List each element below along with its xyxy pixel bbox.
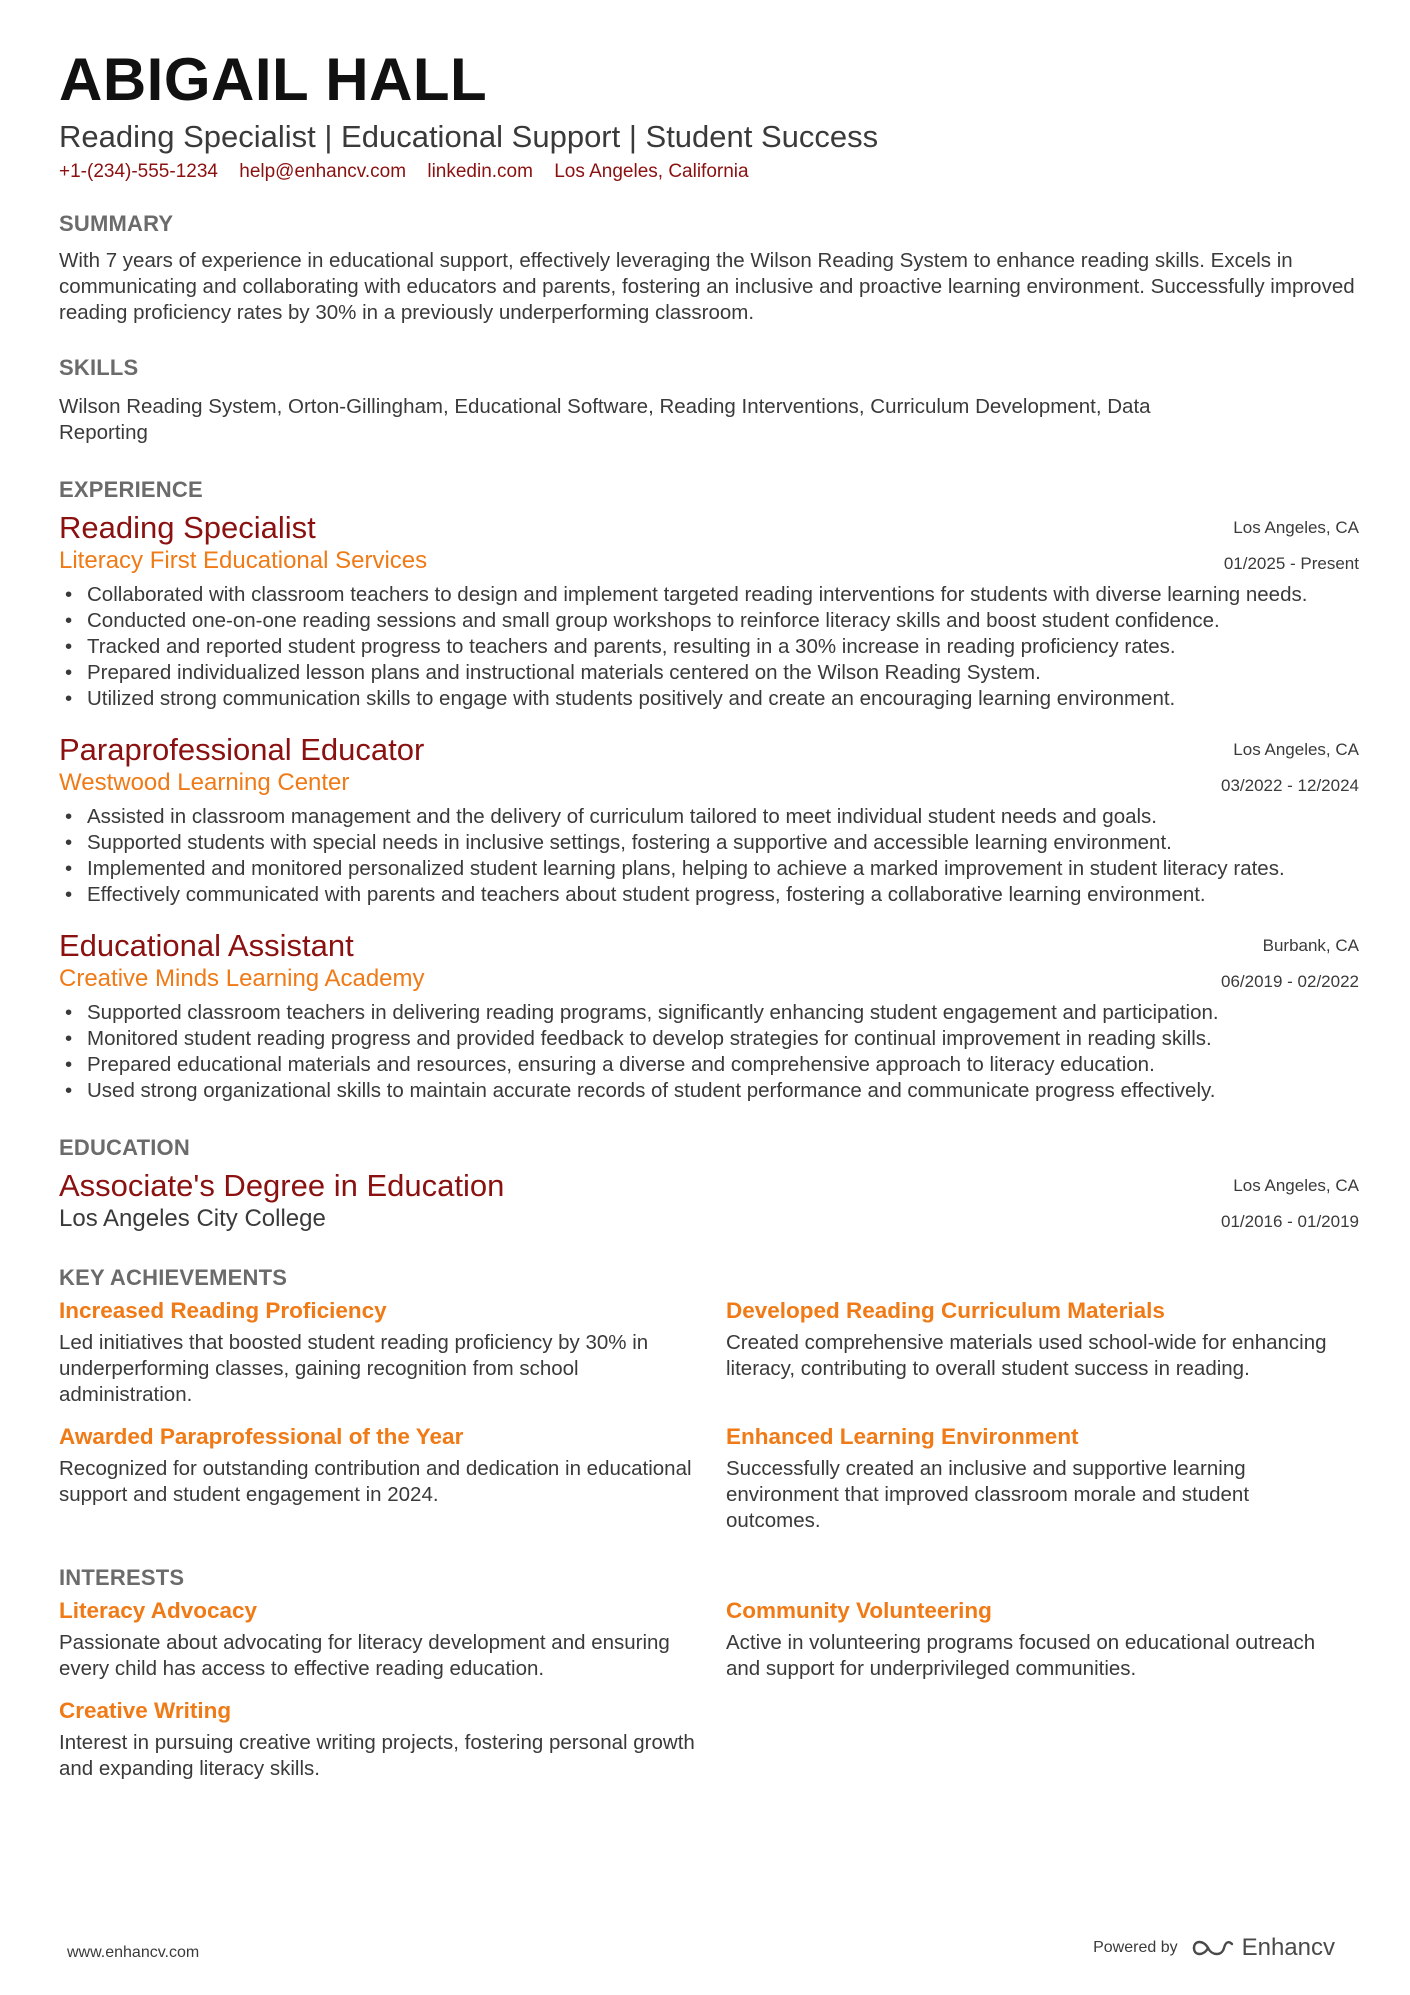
experience-section: [59, 476, 1359, 1104]
job-entry: [59, 510, 1359, 712]
job-bullet: • Supported students with special needs in inclusive settings, fostering a supportive and accessible learning environment.: [59, 830, 1359, 856]
skills-heading: SKILLS: [59, 355, 139, 380]
education-meta: [1221, 1168, 1359, 1240]
achievement-title: Developed Reading Curriculum Materials: [726, 1298, 1165, 1323]
job-bullet: • Monitored student reading progress and provided feedback to develop strategies for continual improvement in reading skills.: [59, 1026, 1359, 1052]
interest-desc: Interest in pursuing creative writing projects, fostering personal growth and expanding literacy skills.: [59, 1731, 695, 1780]
interest-title: Creative Writing: [59, 1698, 232, 1723]
footer-website[interactable]: www.enhancv.com: [67, 1944, 200, 1961]
achievement-item: [59, 1296, 726, 1408]
job-company: Creative Minds Learning Academy: [59, 965, 425, 992]
job-bullet: • Prepared individualized lesson plans and instructional materials centered on the Wilson Reading System.: [59, 660, 1359, 686]
achievement-title: Increased Reading Proficiency: [59, 1298, 387, 1323]
job-bullets: [59, 804, 1359, 908]
job-bullet: • Prepared educational materials and resources, ensuring a diverse and comprehensive approach to literacy education.: [59, 1052, 1359, 1078]
job-bullet: • Conducted one-on-one reading sessions and small group workshops to reinforce literacy skills and boost student confidence.: [59, 608, 1359, 634]
job-title: Educational Assistant: [59, 928, 354, 963]
job-meta: [1221, 928, 1359, 1000]
summary-heading: SUMMARY: [59, 211, 174, 236]
achievement-item: [726, 1422, 1359, 1534]
achievement-desc: Successfully created an inclusive and supportive learning environment that improved classroom morale and student outcomes.: [726, 1457, 1250, 1532]
resume-page: [59, 44, 1359, 1782]
interests-section: [59, 1564, 1359, 1782]
resume-header: [59, 44, 1359, 184]
interest-item: [726, 1596, 1359, 1682]
job-meta: [1224, 510, 1359, 582]
achievement-title: Enhanced Learning Environment: [726, 1424, 1079, 1449]
brand-name: Enhancv: [1241, 1934, 1335, 1961]
achievement-desc: Created comprehensive materials used school-wide for enhancing literacy, contributing to overall student success in reading.: [726, 1331, 1327, 1380]
job-bullet: • Effectively communicated with parents and teachers about student progress, fostering a collaborative learning environment.: [59, 882, 1359, 908]
contact-info: [59, 160, 1359, 184]
contact-location: Los Angeles, California: [554, 161, 749, 182]
interest-title: Community Volunteering: [726, 1598, 992, 1623]
candidate-name: ABIGAIL HALL: [59, 46, 488, 113]
job-location: Burbank, CA: [1262, 936, 1359, 955]
contact-linkedin[interactable]: linkedin.com: [427, 161, 533, 182]
interest-title: Literacy Advocacy: [59, 1598, 258, 1623]
achievement-title: Awarded Paraprofessional of the Year: [59, 1424, 464, 1449]
powered-by-label: Powered by: [1093, 1939, 1178, 1956]
school-name: Los Angeles City College: [59, 1205, 326, 1232]
job-bullets: [59, 1000, 1359, 1104]
education-entry: [59, 1168, 1359, 1234]
job-bullet: • Assisted in classroom management and the delivery of curriculum tailored to meet individual student needs and goals.: [59, 804, 1359, 830]
skills-section: [59, 354, 1359, 446]
job-entry: [59, 732, 1359, 908]
job-dates: 01/2025 - Present: [1223, 554, 1359, 573]
job-meta: [1221, 732, 1359, 804]
enhancv-logo-icon: [1190, 1936, 1234, 1960]
job-company: Literacy First Educational Services: [59, 547, 428, 574]
candidate-tagline: Reading Specialist | Educational Support | Student Success: [59, 119, 879, 154]
job-bullet: • Implemented and monitored personalized student learning plans, helping to achieve a marked improvement in student literacy rates.: [59, 856, 1359, 882]
interest-desc: Active in volunteering programs focused on educational outreach and support for underprivileged communities.: [726, 1631, 1316, 1680]
achievement-desc: Recognized for outstanding contribution and dedication in educational support and student engagement in 2024.: [59, 1457, 692, 1506]
job-location: Los Angeles, CA: [1233, 740, 1359, 759]
degree-title: Associate's Degree in Education: [59, 1168, 505, 1203]
enhancv-logo[interactable]: [1190, 1934, 1335, 1962]
job-bullets: [59, 582, 1359, 712]
education-section: [59, 1134, 1359, 1234]
job-title: Reading Specialist: [59, 510, 316, 545]
job-bullet: • Used strong organizational skills to maintain accurate records of student performance and communicate progress effectively.: [59, 1078, 1359, 1104]
summary-text: With 7 years of experience in educational support, effectively leveraging the Wilson Reading System to enhance reading skills. Excels in communicating and collaborating with educators and parents, fostering an inclusive and proactive learning environment. Successfully improved reading proficiency rates by 30% in a previously underperforming classroom.: [59, 249, 1355, 324]
job-dates: 06/2019 - 02/2022: [1220, 972, 1359, 991]
contact-phone[interactable]: +1-(234)-555-1234: [59, 161, 218, 182]
job-bullet: • Tracked and reported student progress to teachers and parents, resulting in a 30% increase in reading proficiency rates.: [59, 634, 1359, 660]
summary-section: [59, 210, 1359, 326]
job-entry: [59, 928, 1359, 1104]
education-dates: 01/2016 - 01/2019: [1220, 1212, 1359, 1231]
achievement-item: [59, 1422, 726, 1534]
achievements-heading: KEY ACHIEVEMENTS: [59, 1265, 288, 1290]
achievement-desc: Led initiatives that boosted student reading proficiency by 30% in underperforming classes, gaining recognition from school administration.: [59, 1331, 649, 1406]
job-location: Los Angeles, CA: [1233, 518, 1359, 537]
achievements-section: [59, 1264, 1359, 1534]
interests-heading: INTERESTS: [59, 1565, 185, 1590]
interest-item: [59, 1596, 726, 1682]
job-bullet: • Utilized strong communication skills to engage with students positively and create an encouraging learning environment.: [59, 686, 1359, 712]
experience-heading: EXPERIENCE: [59, 477, 203, 502]
job-company: Westwood Learning Center: [59, 769, 350, 796]
contact-email[interactable]: help@enhancv.com: [239, 161, 407, 182]
interest-desc: Passionate about advocating for literacy development and ensuring every child has access to effective reading education.: [59, 1631, 670, 1680]
job-bullet: • Supported classroom teachers in delivering reading programs, significantly enhancing student engagement and participation.: [59, 1000, 1359, 1026]
job-title: Paraprofessional Educator: [59, 732, 425, 767]
education-location: Los Angeles, CA: [1233, 1176, 1359, 1195]
job-bullet: • Collaborated with classroom teachers to design and implement targeted reading interventions for students with diverse learning needs.: [59, 582, 1359, 608]
job-dates: 03/2022 - 12/2024: [1220, 776, 1359, 795]
interest-item: [59, 1696, 726, 1782]
achievement-item: [726, 1296, 1359, 1408]
skills-text: Wilson Reading System, Orton-Gillingham, Educational Software, Reading Interventions, Curriculum Development, Data Reporting: [59, 395, 1151, 444]
education-heading: EDUCATION: [59, 1135, 190, 1160]
footer-branding: [1093, 1934, 1335, 1962]
interests-grid: [59, 1596, 1359, 1782]
achievements-grid: [59, 1296, 1359, 1534]
